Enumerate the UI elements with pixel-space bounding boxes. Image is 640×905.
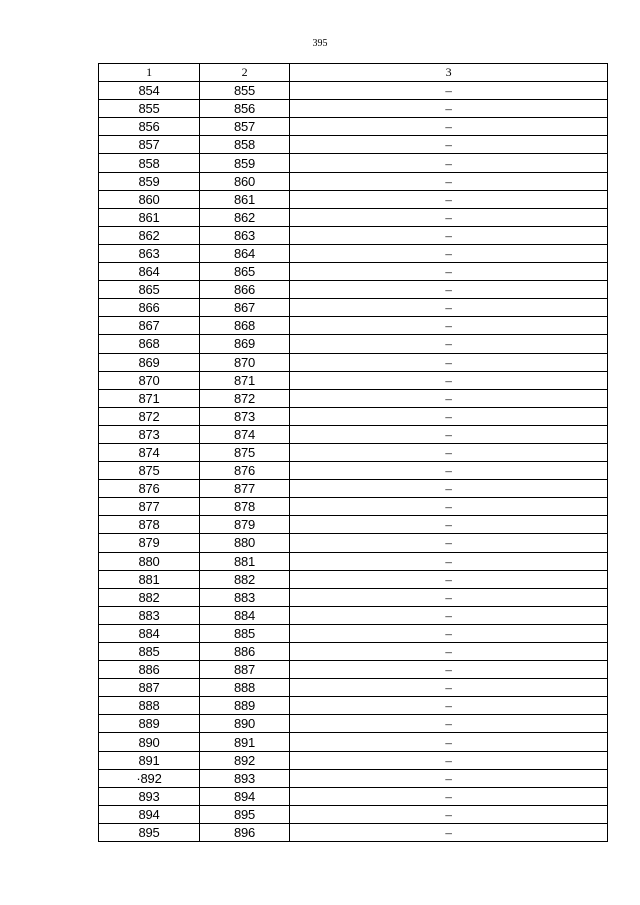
data-table — [98, 63, 608, 842]
table-row — [99, 751, 608, 769]
table-row — [99, 407, 608, 425]
table-row — [99, 353, 608, 371]
table-cell-col-1: 871 — [99, 389, 200, 407]
table-cell-col-3: – — [290, 769, 608, 787]
table-cell-col-2: 869 — [200, 335, 290, 353]
table-cell-col-3: – — [290, 679, 608, 697]
table-cell-col-2: 864 — [200, 244, 290, 262]
table-cell-col-3: – — [290, 715, 608, 733]
table-cell-col-2: 858 — [200, 136, 290, 154]
column-header-3: 3 — [290, 64, 608, 82]
table-cell-col-3: – — [290, 570, 608, 588]
table-row — [99, 787, 608, 805]
table-cell-col-3: – — [290, 100, 608, 118]
table-cell-col-3: – — [290, 190, 608, 208]
table-row — [99, 715, 608, 733]
table-cell-col-1: 888 — [99, 697, 200, 715]
table-cell-col-2: 859 — [200, 154, 290, 172]
table-cell-col-1: 889 — [99, 715, 200, 733]
table-row — [99, 805, 608, 823]
table-cell-col-1: 859 — [99, 172, 200, 190]
table-cell-col-1: 877 — [99, 498, 200, 516]
table-cell-col-2: 886 — [200, 643, 290, 661]
table-cell-col-2: 856 — [200, 100, 290, 118]
table-cell-col-3: – — [290, 82, 608, 100]
table-cell-col-1: 872 — [99, 407, 200, 425]
table-cell-col-2: 894 — [200, 787, 290, 805]
table-row — [99, 570, 608, 588]
table-row — [99, 118, 608, 136]
table-row — [99, 299, 608, 317]
table-cell-col-1: 861 — [99, 208, 200, 226]
table-cell-col-2: 857 — [200, 118, 290, 136]
table-cell-col-3: – — [290, 823, 608, 841]
table-cell-col-1: 884 — [99, 624, 200, 642]
table-cell-col-2: 871 — [200, 371, 290, 389]
table-cell-col-1: 868 — [99, 335, 200, 353]
table-header-row — [99, 64, 608, 82]
table-cell-col-2: 860 — [200, 172, 290, 190]
table-cell-col-3: – — [290, 805, 608, 823]
table-row — [99, 552, 608, 570]
table-cell-col-1: 876 — [99, 480, 200, 498]
table-cell-col-1: 891 — [99, 751, 200, 769]
table-row — [99, 661, 608, 679]
table-cell-col-3: – — [290, 462, 608, 480]
table-row — [99, 606, 608, 624]
table-cell-col-3: – — [290, 335, 608, 353]
table-row — [99, 281, 608, 299]
table-cell-col-2: 867 — [200, 299, 290, 317]
table-row — [99, 389, 608, 407]
table-cell-col-1: 864 — [99, 263, 200, 281]
table-cell-col-1: 858 — [99, 154, 200, 172]
table-cell-col-1: 880 — [99, 552, 200, 570]
table-cell-col-3: – — [290, 172, 608, 190]
table-cell-col-1: 873 — [99, 425, 200, 443]
table-cell-col-2: 875 — [200, 443, 290, 461]
table-row — [99, 371, 608, 389]
table-cell-col-3: – — [290, 299, 608, 317]
table-cell-col-3: – — [290, 226, 608, 244]
table-cell-col-3: – — [290, 136, 608, 154]
table-cell-col-3: – — [290, 263, 608, 281]
table-cell-col-3: – — [290, 552, 608, 570]
table-cell-col-2: 896 — [200, 823, 290, 841]
table-cell-col-2: 879 — [200, 516, 290, 534]
table-cell-col-2: 863 — [200, 226, 290, 244]
table-cell-col-1: 856 — [99, 118, 200, 136]
table-cell-col-2: 892 — [200, 751, 290, 769]
table-row — [99, 136, 608, 154]
table-cell-col-2: 884 — [200, 606, 290, 624]
table-cell-col-1: 865 — [99, 281, 200, 299]
table-row — [99, 823, 608, 841]
table-row — [99, 679, 608, 697]
table-cell-col-1: 883 — [99, 606, 200, 624]
table-cell-col-2: 865 — [200, 263, 290, 281]
table-cell-col-3: – — [290, 443, 608, 461]
table-cell-col-3: – — [290, 480, 608, 498]
table-cell-col-1: 879 — [99, 534, 200, 552]
table-row — [99, 733, 608, 751]
table-row — [99, 190, 608, 208]
table-cell-col-3: – — [290, 281, 608, 299]
table-cell-col-1: 863 — [99, 244, 200, 262]
table-cell-col-2: 890 — [200, 715, 290, 733]
table-cell-col-1: 881 — [99, 570, 200, 588]
table-cell-col-3: – — [290, 787, 608, 805]
table-row — [99, 643, 608, 661]
table-cell-col-2: 872 — [200, 389, 290, 407]
table-cell-col-3: – — [290, 697, 608, 715]
page-number: 395 — [312, 38, 328, 49]
table-cell-col-1: 890 — [99, 733, 200, 751]
table-cell-col-2: 895 — [200, 805, 290, 823]
table-cell-col-2: 893 — [200, 769, 290, 787]
table-cell-col-3: – — [290, 733, 608, 751]
table-row — [99, 443, 608, 461]
table-cell-col-3: – — [290, 661, 608, 679]
table-cell-col-1: 854 — [99, 82, 200, 100]
table-cell-col-1: 855 — [99, 100, 200, 118]
table-cell-col-1: 869 — [99, 353, 200, 371]
table-row — [99, 335, 608, 353]
table-cell-col-3: – — [290, 353, 608, 371]
table-row — [99, 317, 608, 335]
table-cell-col-2: 888 — [200, 679, 290, 697]
table-cell-col-2: 885 — [200, 624, 290, 642]
table-cell-col-2: 874 — [200, 425, 290, 443]
table-row — [99, 172, 608, 190]
table-cell-col-1: 882 — [99, 588, 200, 606]
table-cell-col-1: 875 — [99, 462, 200, 480]
table-cell-col-3: – — [290, 498, 608, 516]
table-row — [99, 534, 608, 552]
table-row — [99, 480, 608, 498]
table-cell-col-3: – — [290, 588, 608, 606]
table-row — [99, 462, 608, 480]
table-cell-col-3: – — [290, 371, 608, 389]
table-cell-col-1: 857 — [99, 136, 200, 154]
table-row — [99, 244, 608, 262]
table-row — [99, 516, 608, 534]
table-cell-col-1: 870 — [99, 371, 200, 389]
table-row — [99, 697, 608, 715]
table-cell-col-2: 883 — [200, 588, 290, 606]
table-row — [99, 154, 608, 172]
table-row — [99, 263, 608, 281]
table-cell-col-1: 862 — [99, 226, 200, 244]
table-row — [99, 100, 608, 118]
table-cell-col-2: 880 — [200, 534, 290, 552]
table-cell-col-1: ·892 — [99, 769, 200, 787]
table-cell-col-3: – — [290, 624, 608, 642]
table-cell-col-1: 887 — [99, 679, 200, 697]
table-cell-col-1: 878 — [99, 516, 200, 534]
table-cell-col-3: – — [290, 317, 608, 335]
table-cell-col-3: – — [290, 407, 608, 425]
table-row — [99, 425, 608, 443]
table-cell-col-1: 893 — [99, 787, 200, 805]
table-row — [99, 588, 608, 606]
table-row — [99, 624, 608, 642]
column-header-2: 2 — [200, 64, 290, 82]
table-cell-col-1: 867 — [99, 317, 200, 335]
table-cell-col-2: 868 — [200, 317, 290, 335]
table-cell-col-2: 861 — [200, 190, 290, 208]
table-cell-col-3: – — [290, 534, 608, 552]
table-cell-col-2: 876 — [200, 462, 290, 480]
table-cell-col-1: 895 — [99, 823, 200, 841]
table-cell-col-3: – — [290, 643, 608, 661]
table-row — [99, 82, 608, 100]
table-cell-col-1: 894 — [99, 805, 200, 823]
table-cell-col-3: – — [290, 425, 608, 443]
table-cell-col-3: – — [290, 244, 608, 262]
table-cell-col-2: 866 — [200, 281, 290, 299]
table-cell-col-1: 874 — [99, 443, 200, 461]
table-cell-col-3: – — [290, 606, 608, 624]
table-row — [99, 769, 608, 787]
table-cell-col-3: – — [290, 208, 608, 226]
table-cell-col-2: 882 — [200, 570, 290, 588]
table-cell-col-1: 866 — [99, 299, 200, 317]
table-row — [99, 208, 608, 226]
table-cell-col-1: 886 — [99, 661, 200, 679]
table-row — [99, 498, 608, 516]
table-cell-col-2: 870 — [200, 353, 290, 371]
table-cell-col-2: 877 — [200, 480, 290, 498]
table-cell-col-3: – — [290, 516, 608, 534]
table-cell-col-2: 862 — [200, 208, 290, 226]
table-cell-col-3: – — [290, 118, 608, 136]
table-cell-col-1: 860 — [99, 190, 200, 208]
table-cell-col-2: 881 — [200, 552, 290, 570]
column-header-1: 1 — [99, 64, 200, 82]
table-cell-col-2: 873 — [200, 407, 290, 425]
table-cell-col-3: – — [290, 389, 608, 407]
table-row — [99, 226, 608, 244]
table-cell-col-2: 891 — [200, 733, 290, 751]
table-cell-col-2: 887 — [200, 661, 290, 679]
table-cell-col-1: 885 — [99, 643, 200, 661]
table-cell-col-2: 878 — [200, 498, 290, 516]
table-cell-col-2: 889 — [200, 697, 290, 715]
table-cell-col-3: – — [290, 154, 608, 172]
table-cell-col-2: 855 — [200, 82, 290, 100]
table-cell-col-3: – — [290, 751, 608, 769]
table-body — [99, 82, 608, 842]
